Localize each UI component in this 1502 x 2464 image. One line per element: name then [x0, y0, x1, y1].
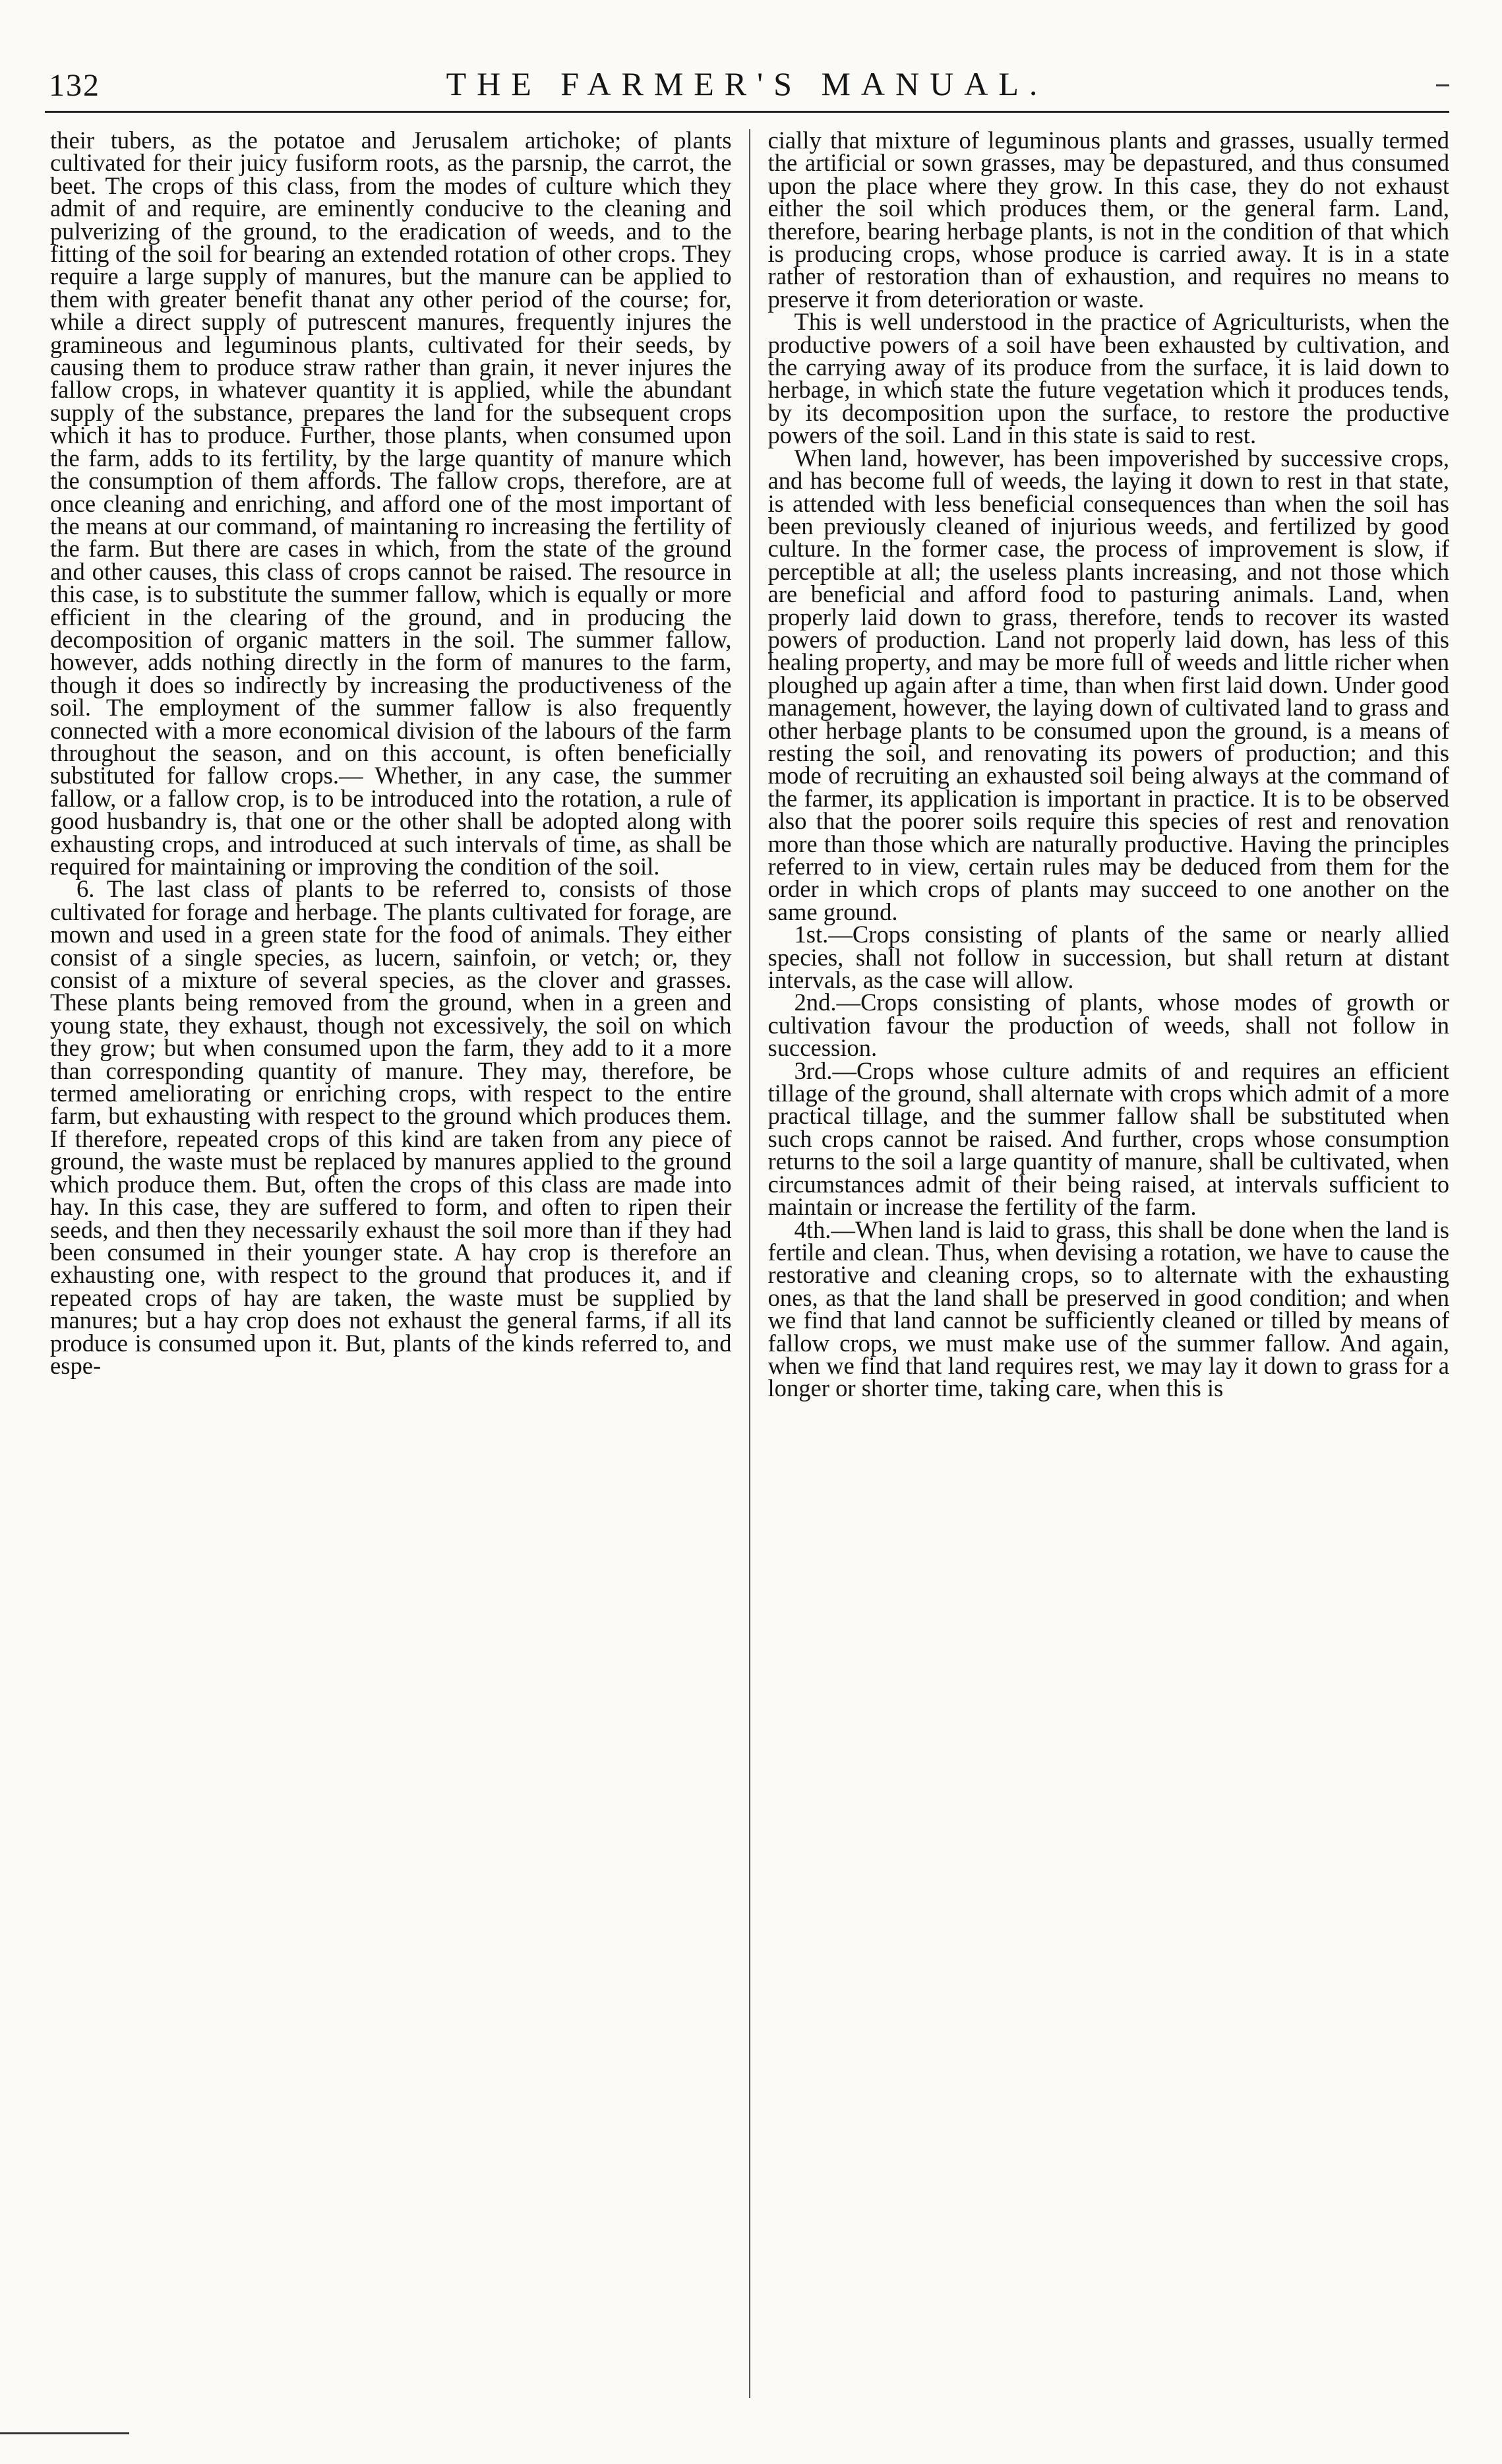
running-title: THE FARMER'S MANUAL.	[446, 65, 1048, 102]
rule-2nd: 2nd.—Crops consisting of plants, whose modes of growth or cultivation favour the production of weeds, shall not follow in succession.	[767, 989, 1450, 1062]
column-divider	[749, 129, 751, 2398]
text-columns	[50, 129, 1449, 2398]
page-header	[45, 53, 1449, 113]
header-dash	[1436, 84, 1449, 86]
right-paragraph-2: This is well understood in the practice of Agriculturists, when the productive powers of a soil have been exhausted by cultivation, and the carrying away of its produce from the surface, it is laid down to herbage, in which state the future vegetation which it produces tends, by its decomposition upon the surface, to restore the productive powers of the soil. Land in this state is said to rest.	[767, 308, 1450, 449]
left-paragraph-2: 6. The last class of plants to be referred to, consists of those cultivated for forage and herbage. The plants cultivated for forage, are mown and used in a green state for the food of animals. They either consist of a single species, as lucern, sainfoin, or vetch; or, they consist of a mixture of several species, as the clover and grasses. These plants being removed from the ground, when in a green and young state, they exhaust, though not excessively, the soil on which they grow; but when consumed upon the farm, they add to it a more than corresponding quantity of manure. They may, therefore, be termed ameliorating or enriching crops, with respect to the entire farm, but exhausting with respect to the ground which produces them. If therefore, repeated crops of this kind are taken from any piece of ground, the waste must be replaced by manures applied to the ground which produce them. But, often the crops of this class are made into hay. In this case, they are suffered to form, and often to ripen their seeds, and then they necessarily exhaust the soil more than if they had been consumed in their younger state. A hay crop is therefore an exhausting one, with respect to the ground that produces it, and if repeated crops of hay are taken, the waste must be supplied by manures; but a hay crop does not exhaust the general farms, if all its produce is consumed upon it. But, plants of the kinds referred to, and espe-	[50, 875, 732, 1379]
right-paragraph-1: cially that mixture of leguminous plants and grasses, usually termed the artificial or sown grasses, may be depastured, and thus consumed upon the place where they grow. In this case, they do not exhaust either the soil which produces them, or the general farm. Land, therefore, bearing herbage plants, is not in the condition of that which is producing crops, whose produce is carried away. It is in a state rather of restoration than of exhaustion, and requires no means to preserve it from deterioration or waste.	[767, 129, 1450, 313]
right-column	[768, 129, 1450, 2398]
footer-rule	[0, 2432, 129, 2434]
left-paragraph-1: their tubers, as the potatoe and Jerusalem artichoke; of plants cultivated for their juicy fusiform roots, as the parsnip, the carrot, the beet. The crops of this class, from the modes of culture which they admit of and require, are eminently conducive to the cleaning and pulverizing of the ground, to the eradication of weeds, and to the fitting of the soil for bearing an extended rotation of other crops. They require a large supply of manures, but the manure can be applied to them with greater benefit thanat any other period of the course; for, while a direct supply of putrescent manures, frequently injures the gramineous and leguminous plants, cultivated for their seeds, by causing them to produce straw rather than grain, it never injures the fallow crops, in whatever quantity it is applied, while the abundant supply of the substance, prepares the land for the subsequent crops which it has to produce. Further, those plants, when consumed upon the farm, adds to its fertility, by the large quantity of manure which the consumption of them affords. The fallow crops, therefore, are at once cleaning and enriching, and afford one of the most important of the means at our command, of maintaning ro increasing the fertility of the farm. But there are cases in which, from the state of the ground and other causes, this class of crops cannot be raised. The resource in this case, is to substitute the summer fallow, which is equally or more efficient in the clearing of the ground, and in producing the decomposition of organic matters in the soil. The summer fallow, however, adds nothing directly in the form of manures to the farm, though it does so indirectly by increasing the productiveness of the soil. The employment of the summer fallow is also frequently connected with a more economical division of the labours of the farm throughout the season, and on this account, is often beneficially substituted for fallow crops.— Whether, in any case, the summer fallow, or a fallow crop, is to be introduced into the rotation, a rule of good husbandry is, that one or the other shall be adopted along with exhausting crops, and introduced at such intervals of time, as shall be required for maintaining or improving the condition of the soil.	[50, 129, 732, 880]
rule-1st: 1st.—Crops consisting of plants of the same or nearly allied species, shall not follow in succession, but shall return at distant intervals, as the case will allow.	[767, 921, 1450, 994]
page-number: 132	[49, 68, 100, 103]
rule-3rd: 3rd.—Crops whose culture admits of and requires an efficient tillage of the ground, shall alternate with crops which admit of a more practical tillage, and the summer fallow shall be substituted when such crops cannot be raised. And further, crops whose consumption returns to the soil a large quantity of manure, shall be cultivated, when circumstances admit of their being raised, at intervals sufficient to maintain or increase the fertility of the farm.	[767, 1057, 1450, 1221]
right-paragraph-3: When land, however, has been impoverished by successive crops, and has become full of weeds, the laying it down to rest in that state, is attended with less beneficial consequences than when the soil has been previously cleaned of injurious weeds, and fertilized by good culture. In the former case, the process of improvement is slow, if perceptible at all; the useless plants increasing, and not those which are beneficial and afford food to pasturing animals. Land, when properly laid down to grass, therefore, tends to recover its wasted powers of production. Land not properly laid down, has less of this healing property, and may be more full of weeds and little richer when ploughed up again after a time, than when first laid down. Under good management, however, the laying down of cultivated land to grass and other herbage plants to be consumed upon the ground, is a means of resting the soil, and renovating its powers of production; and this mode of recruiting an exhausted soil being always at the command of the farmer, its application is important in practice. It is to be observed also that the poorer soils require this species of rest and renovation more than those which are naturally productive. Having the principles referred to in view, certain rules may be deduced from them for the order in which crops of plants may succeed to one another on the same ground.	[767, 444, 1450, 925]
rule-4th: 4th.—When land is laid to grass, this shall be done when the land is fertile and clean. Thus, when devising a rotation, we have to cause the restorative and cleaning crops, so to alternate with the exhausting ones, as that the land shall be preserved in good condition; and when we find that land cannot be sufficiently cleaned or tilled by means of fallow crops, we must make use of the summer fallow. And again, when we find that land requires rest, we may lay it down to grass for a longer or shorter time, taking care, when this is	[767, 1216, 1450, 1402]
left-column	[50, 129, 732, 2398]
